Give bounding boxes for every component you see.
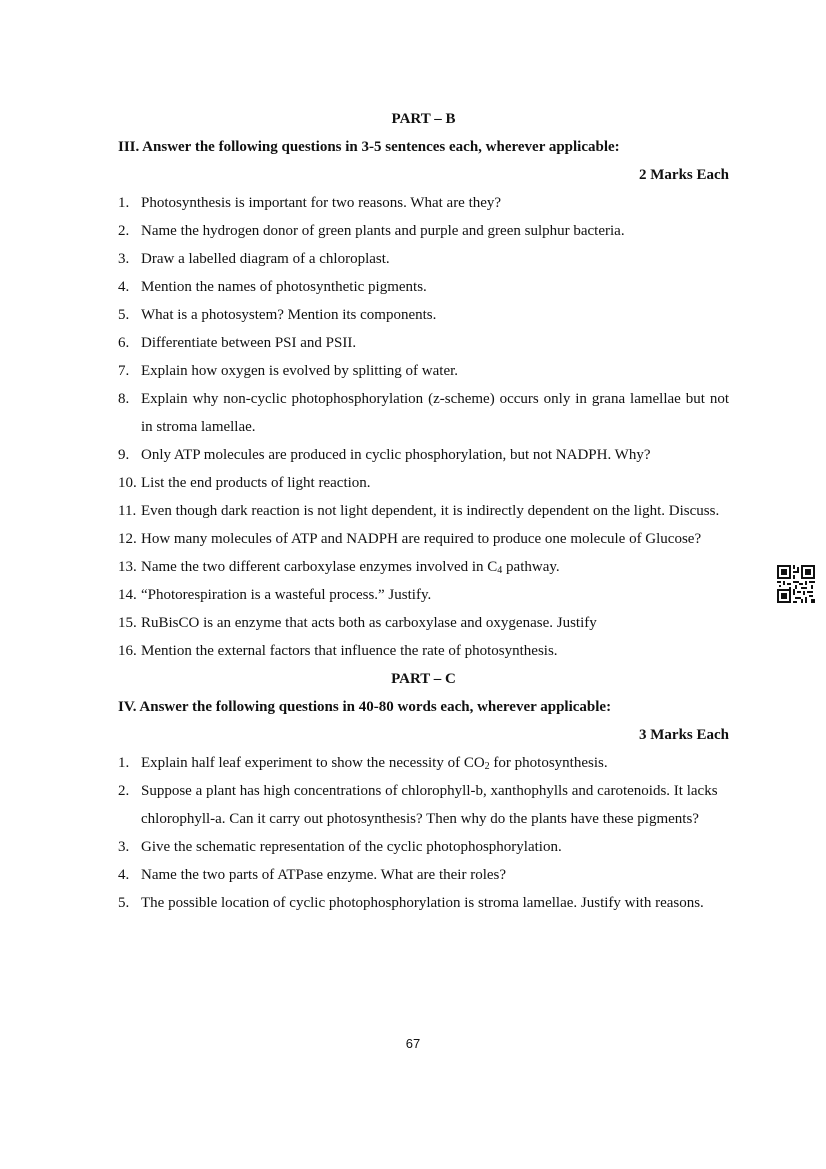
question-text: How many molecules of ATP and NADPH are required to produce one molecule of Glucose? [141,531,702,547]
question-item [118,581,729,609]
question-text: “Photorespiration is a wasteful process.” Justify. [141,587,432,603]
question-number: 12. [118,531,137,547]
question-number: 11. [118,503,137,519]
question-number: 4. [118,867,130,883]
question-number: 7. [118,363,130,379]
question-text: Explain why non-cyclic photophosphorylation (z-scheme) occurs only in grana lamellae but not in stroma lamellae. [141,391,729,435]
question-item [118,637,729,665]
question-number: 2. [118,783,130,799]
question-item [118,525,729,553]
question-item [118,189,729,217]
question-item [118,329,729,357]
part-b-instruction: III. Answer the following questions in 3-5 sentences each, wherever applicable: [118,139,620,155]
question-number: 4. [118,279,130,295]
question-number: 15. [118,615,137,631]
subscript: 2 [484,761,490,772]
question-text: Name the two parts of ATPase enzyme. What are their roles? [141,867,507,883]
question-item [118,469,729,497]
question-item [118,861,729,889]
part-b-marks: 2 Marks Each [639,167,729,183]
question-text: Suppose a plant has high concentrations of chlorophyll-b, xanthophylls and carotenoids. It lacks chlorophyll-a. Can it carry out photosynthesis? Then why do the plants have these pigments? [141,783,718,827]
question-number: 1. [118,195,130,211]
question-number: 9. [118,447,130,463]
question-number: 13. [118,559,137,575]
question-item [118,301,729,329]
question-text: Give the schematic representation of the cyclic photophosphorylation. [141,839,562,855]
question-number: 2. [118,223,130,239]
question-text: Photosynthesis is important for two reasons. What are they? [141,195,502,211]
question-item [118,609,729,637]
question-text: List the end products of light reaction. [141,475,371,491]
question-text-part: Explain half leaf experiment to show the necessity of CO [141,755,485,771]
question-text: The possible location of cyclic photophosphorylation is stroma lamellae. Justify with reasons. [141,895,704,911]
question-item [118,357,729,385]
question-text [141,749,729,777]
part-b-title: PART – B [391,111,456,127]
question-text: What is a photosystem? Mention its components. [141,307,437,323]
question-text: Only ATP molecules are produced in cyclic phosphorylation, but not NADPH. Why? [141,447,651,463]
question-number: 1. [118,755,130,771]
question-number: 10. [118,475,137,491]
part-c-question-list [118,749,729,917]
question-number: 6. [118,335,130,351]
question-item [118,273,729,301]
question-text-part: pathway. [502,559,560,575]
question-text-part: Name the two different carboxylase enzymes involved in C [141,559,498,575]
question-item [118,497,729,525]
question-number: 3. [118,251,130,267]
question-number: 3. [118,839,130,855]
question-text: Even though dark reaction is not light dependent, it is indirectly dependent on the light. Discuss. [141,503,720,519]
question-item [118,441,729,469]
subscript: 4 [497,565,503,576]
question-text: Draw a labelled diagram of a chloroplast. [141,251,390,267]
question-number: 16. [118,643,137,659]
question-text: Mention the names of photosynthetic pigments. [141,279,427,295]
question-text: Mention the external factors that influence the rate of photosynthesis. [141,643,558,659]
part-b-question-list [118,189,729,665]
part-c-marks: 3 Marks Each [639,727,729,743]
question-item [118,385,729,441]
question-text: Differentiate between PSI and PSII. [141,335,357,351]
question-number: 14. [118,587,137,603]
qr-code-icon[interactable] [777,565,815,603]
question-item [118,553,729,581]
question-item [118,749,729,777]
question-text-part: for photosynthesis. [489,755,608,771]
question-item [118,245,729,273]
part-c-instruction: IV. Answer the following questions in 40-80 words each, wherever applicable: [118,699,612,715]
question-text: Explain how oxygen is evolved by splitting of water. [141,363,459,379]
question-number: 5. [118,307,130,323]
question-text [141,553,729,581]
part-c-title: PART – C [391,671,456,687]
question-item [118,889,729,917]
question-number: 8. [118,391,130,407]
question-number: 5. [118,895,130,911]
question-item [118,833,729,861]
page-content [118,105,729,917]
question-item [118,217,729,245]
question-text: RuBisCO is an enzyme that acts both as carboxylase and oxygenase. Justify [141,615,597,631]
page-number: 67 [405,1036,421,1051]
question-item [118,777,729,833]
question-text: Name the hydrogen donor of green plants and purple and green sulphur bacteria. [141,223,625,239]
